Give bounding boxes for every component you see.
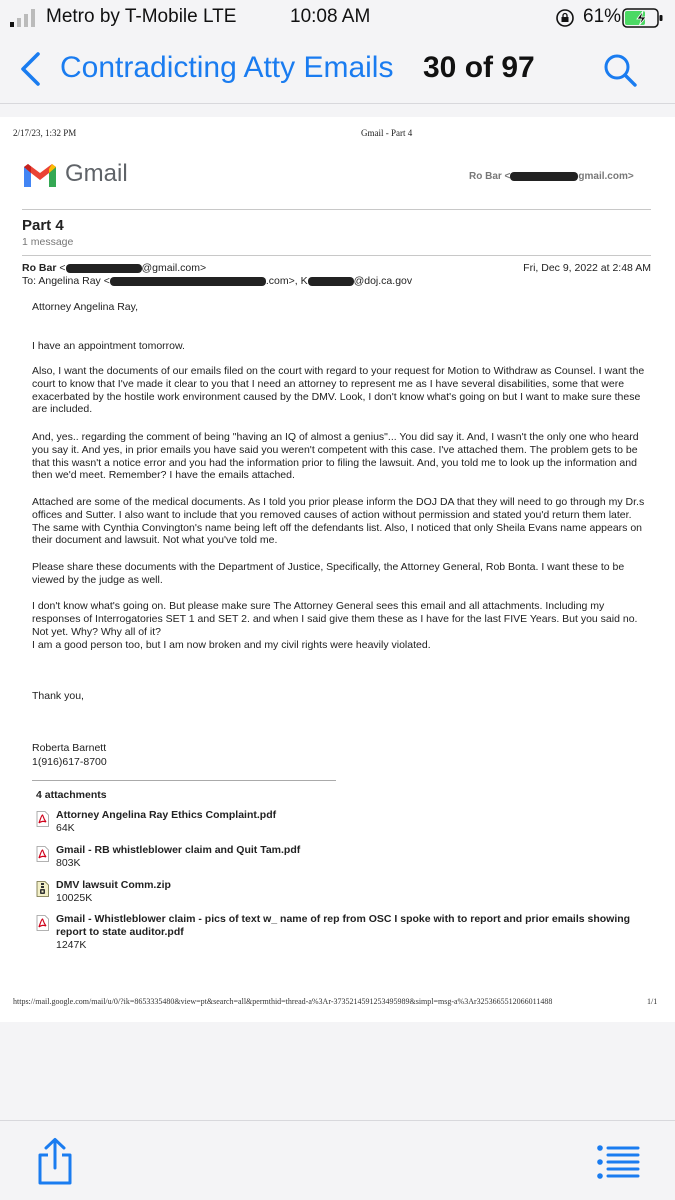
redaction-scribble	[110, 277, 266, 286]
pdf-file-icon	[36, 811, 49, 827]
attachment-size: 803K	[56, 857, 81, 869]
email-subject: Part 4	[22, 217, 64, 234]
rotation-lock-icon	[555, 8, 575, 28]
email-paragraph: I don't know what's going on. But please make sure The Attorney General sees this email and all attachments. Including my responses of Interrogatories SET 1 and SET 2. and when I said give them these as I have for the last FIVE Years. But you said no. Not yet. Why? Why all of it?	[32, 600, 638, 638]
recipients-line: To: Angelina Ray < .com>, K @doj.ca.gov	[22, 275, 413, 287]
pdf-file-icon	[36, 846, 49, 862]
battery-charging-icon	[622, 7, 664, 29]
attachment-size: 1247K	[56, 939, 87, 951]
email-paragraph: I have an appointment tomorrow.	[32, 340, 185, 352]
attachment-name: DMV lawsuit Comm.zip	[56, 879, 171, 891]
navigation-bar	[0, 36, 675, 104]
gmail-wordmark: Gmail	[65, 160, 128, 187]
attachment-name: Gmail - Whistleblower claim - pics of text w_ name of rep from OSC I spoke with to report and prior emails showing report to state auditor.pdf	[56, 913, 631, 938]
attachments-heading: 4 attachments	[36, 789, 107, 801]
redaction-scribble	[510, 172, 578, 181]
message-count: 1 message	[22, 236, 74, 248]
attachment-size: 10025K	[56, 892, 93, 904]
search-icon[interactable]	[602, 52, 638, 88]
battery-percent: 61%	[583, 6, 622, 27]
email-paragraph: I am a good person too, but I am now broken and my civil rights were heavily violated.	[32, 639, 431, 651]
divider	[22, 209, 651, 210]
chevron-left-icon[interactable]	[18, 51, 44, 87]
attachment-name: Attorney Angelina Ray Ethics Complaint.pdf	[56, 809, 277, 821]
pdf-file-icon	[36, 915, 49, 931]
clock: 10:08 AM	[290, 6, 371, 27]
redaction-scribble	[308, 277, 354, 286]
bottom-toolbar	[0, 1120, 675, 1200]
share-icon[interactable]	[34, 1137, 76, 1187]
print-header: Gmail - Part 4	[361, 128, 413, 138]
sender-line: Ro Bar < @gmail.com>	[22, 262, 207, 274]
page-counter: 30 of 97	[423, 51, 535, 84]
email-paragraph: Also, I want the documents of our emails filed on the court with regard to your request for Motion to Withdraw as Counsel. I want the court to know that I've made it clear to you that I need an attorney to represent me as I have several disabilities, some that were exacerbated by the hostile work environment caused by the DMV. Look, I don't know what's going on but I want to make sure these are included.	[32, 365, 645, 416]
email-paragraph: Attached are some of the medical documents. As I told you prior please inform the DOJ DA that they will need to go through my Dr.s offices and Sutter. I also want to include that you removed causes of action without permission and stated you'd return them later. The same with Cynthia Convington's name being left off the defendants list. Also, I noticed that only Sheila Evans name appears on their document and lawsuit. Not what you've told me.	[32, 496, 645, 547]
print-page-number: 1/1	[647, 997, 658, 1006]
print-url: https://mail.google.com/mail/u/0/?ik=8653335480&view=pt&search=all&permthid=thread-a%3Ar-3735214591253495989&simpl=msg-a%3Ar3253665512066011488	[13, 997, 553, 1006]
account-email: Ro Bar < gmail.com>	[469, 171, 634, 182]
sent-date: Fri, Dec 9, 2022 at 2:48 AM	[523, 262, 651, 274]
signal-icon	[10, 9, 36, 27]
status-bar	[0, 0, 675, 36]
attachment-size: 64K	[56, 822, 75, 834]
document-page	[0, 117, 675, 1022]
divider	[22, 255, 651, 256]
signature-phone: 1(916)617-8700	[32, 756, 107, 768]
email-paragraph: Please share these documents with the Department of Justice, Specifically, the Attorney General, Rob Bonta. I want these to be viewed by the judge as well.	[32, 561, 625, 586]
gmail-logo-icon	[22, 161, 58, 189]
zip-file-icon	[36, 881, 49, 897]
list-icon[interactable]	[596, 1143, 640, 1181]
redaction-scribble	[66, 264, 142, 273]
email-paragraph: Attorney Angelina Ray,	[32, 301, 139, 313]
print-date: 2/17/23, 1:32 PM	[13, 128, 77, 138]
document-title: Contradicting Atty Emails	[60, 51, 394, 84]
attachment-name: Gmail - RB whistleblower claim and Quit Tam.pdf	[56, 844, 301, 856]
carrier-label: Metro by T-Mobile LTE	[46, 6, 237, 27]
signature-name: Roberta Barnett	[32, 742, 107, 754]
divider	[32, 780, 336, 781]
email-signoff: Thank you,	[32, 690, 84, 702]
email-paragraph: And, yes.. regarding the comment of being "having an IQ of almost a genius"... You did say it. And, I wasn't the only one who heard you say it. And yes, in prior emails you have said you weren't competent with this case. I've attached them. The problem gets to be that this wasn't a notice error and you had the information prior to filing the lawsuit. And, you told me to look up the information and then we'd meet. Remember? I have the emails attached.	[32, 431, 639, 482]
